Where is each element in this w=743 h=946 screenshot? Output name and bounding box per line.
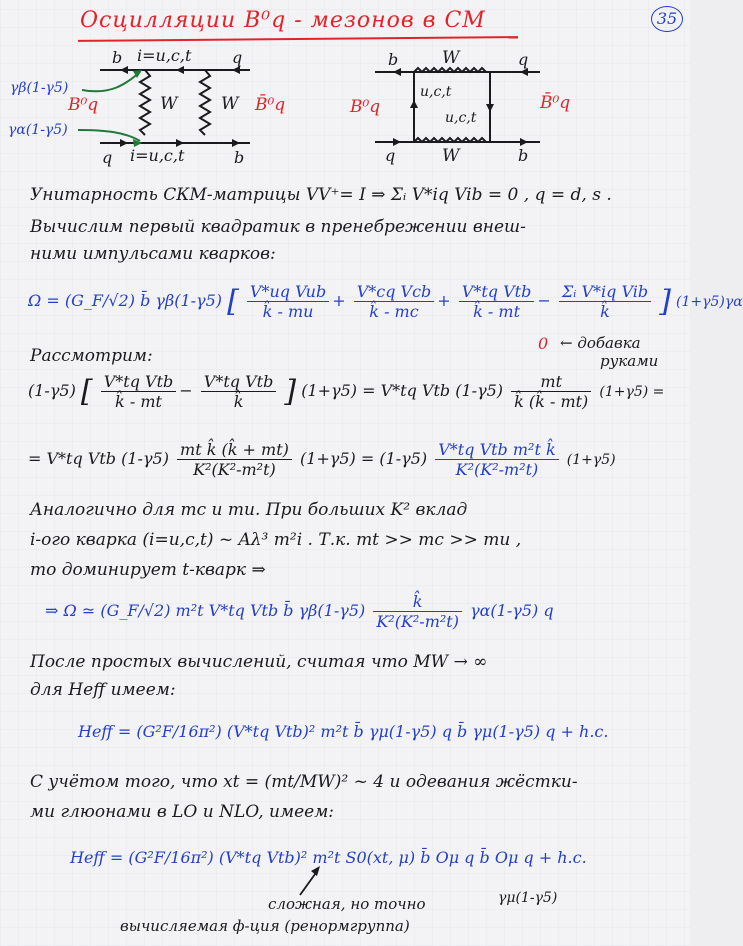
left-bottom-right-label: b [234, 148, 245, 167]
left-top-right-label: q [232, 48, 243, 67]
right-bottom-right-label: b [518, 146, 529, 165]
analog-line-2: i-ого кварка (i=u,c,t) ~ Aλ³ m²i . Т.к. mt >> mc >> mu , [30, 530, 522, 550]
right-meson-label: B⁰q [350, 97, 381, 117]
equation-6-note: γμ(1-γ5) [498, 890, 558, 906]
right-bottom-left-label: q [385, 146, 396, 165]
left-bottom-mid-label: i=u,c,t [130, 146, 185, 165]
left-w-label-1: W [160, 94, 178, 114]
with-line-1: С учётом того, что xt = (mt/MW)² ~ 4 и одевания жёстки- [30, 772, 578, 792]
left-meson-label: B⁰q [68, 95, 99, 115]
consider-label: Рассмотрим: [30, 346, 153, 366]
right-top-w-label: W [442, 48, 460, 68]
analog-line-3: то доминирует t-кварк ⇒ [30, 560, 266, 580]
right-top-right-label: q [518, 50, 529, 69]
equation-6: Heff = (G²F/16π²) (V*tq Vtb)² m²t S0(xt, μ) b̄ Oμ q b̄ Oμ q + h.c. [70, 848, 587, 867]
vertex-bottom-label: γα(1-γ5) [8, 122, 68, 138]
equation-2: (1-γ5) [ $\frac{\text{V*tq Vtb}}{k̂ - mt}$ − $\frac{\text{V*tq Vtb}}{k̂}$ ] (1+γ5) = V*tq Vtb (1-γ5) $\frac{mt}{k̂ (k̂ - mt)}$ (1+γ5) = [28, 372, 665, 411]
after-line-2: для Heff имеем: [30, 680, 176, 700]
right-inner-left-label: u,c,t [420, 84, 452, 100]
unitarity-line: Унитарность СКМ-матрицы VV⁺= I ⇒ Σᵢ V*iq Vib = 0 , q = d, s . [30, 185, 612, 205]
note-added: ← добавка [560, 334, 641, 352]
equation-4: ⇒ Ω ≃ (G_F/√2) m²t V*tq Vtb b̄ γβ(1-γ5) $\frac{k̂}{\text{K²(K²-m²t)}}$ γα(1-γ5) q [45, 592, 554, 631]
eq1-term-2: $\frac{\text{V*cq Vcb}}{k̂ - mc}$ [354, 282, 435, 321]
text-line-2: Вычислим первый квадратик в пренебрежении внеш- [30, 217, 526, 237]
with-line-2: ми глюонами в LO и NLO, имеем: [30, 802, 335, 822]
right-bottom-w-label: W [442, 146, 460, 166]
left-bottom-left-label: q [102, 148, 113, 167]
vertex-top-label: γβ(1-γ5) [10, 80, 69, 96]
after-line-1: После простых вычислений, считая что MW → ∞ [30, 652, 488, 672]
left-antimeson-label: B̄⁰q [255, 95, 286, 115]
right-antimeson-label: B̄⁰q [540, 93, 571, 113]
footnote-line-1: сложная, но точно [268, 895, 426, 913]
footnote-line-2: вычисляемая ф-ция (ренормгруппа) [120, 917, 410, 935]
left-top-left-label: b [112, 48, 123, 67]
eq1-term-1: $\frac{\text{V*uq Vub}}{k̂ - mu}$ [247, 282, 329, 321]
analog-line-1: Аналогично для mc и mu. При больших K² вклад [30, 500, 468, 520]
left-top-mid-label: i=u,c,t [137, 46, 192, 65]
right-top-left-label: b [388, 50, 399, 69]
text-line-3: ними импульсами кварков: [30, 244, 276, 264]
page-title: Осцилляции B⁰q - мезонов в СМ [80, 8, 486, 33]
note-added-2: руками [600, 352, 659, 370]
right-inner-right-label: u,c,t [445, 110, 477, 126]
eq1-term-3: $\frac{\text{V*tq Vtb}}{k̂ - mt}$ [459, 282, 535, 321]
equation-5: Heff = (G²F/16π²) (V*tq Vtb)² m²t b̄ γμ(1-γ5) q b̄ γμ(1-γ5) q + h.c. [78, 722, 609, 741]
page-number: 35 [651, 6, 683, 32]
eq1-lhs: Ω = (G_F/√2) b̄ γβ(1-γ5) [28, 291, 223, 310]
eq1-tail: (1+γ5)γα [676, 294, 743, 310]
equation-3: = V*tq Vtb (1-γ5) $\frac{\text{mt k̂ (k̂ + mt)}}{\text{K²(K²-m²t)}}$ (1+γ5) = (1-γ5) $\frac{\text{V*tq Vtb m²t k̂}}{\text{K²(K²-m²t)}}$ (1+γ5) [28, 440, 616, 479]
left-w-label-2: W [221, 94, 239, 114]
note-zero: 0 [538, 334, 549, 353]
equation-1: Ω = (G_F/√2) b̄ γβ(1-γ5) [ $\frac{\text{V*uq Vub}}{k̂ - mu}$ + $\frac{\text{V*cq Vcb}}{k̂ - mc}$ + $\frac{\text{V*tq Vtb}}{k̂ - mt}$ − $\frac{\text{Σᵢ V*iq Vib}}{k̂}$ ] (1+γ5)γα [28, 282, 743, 321]
eq1-term-4: $\frac{\text{Σᵢ V*iq Vib}}{k̂}$ [559, 282, 651, 321]
